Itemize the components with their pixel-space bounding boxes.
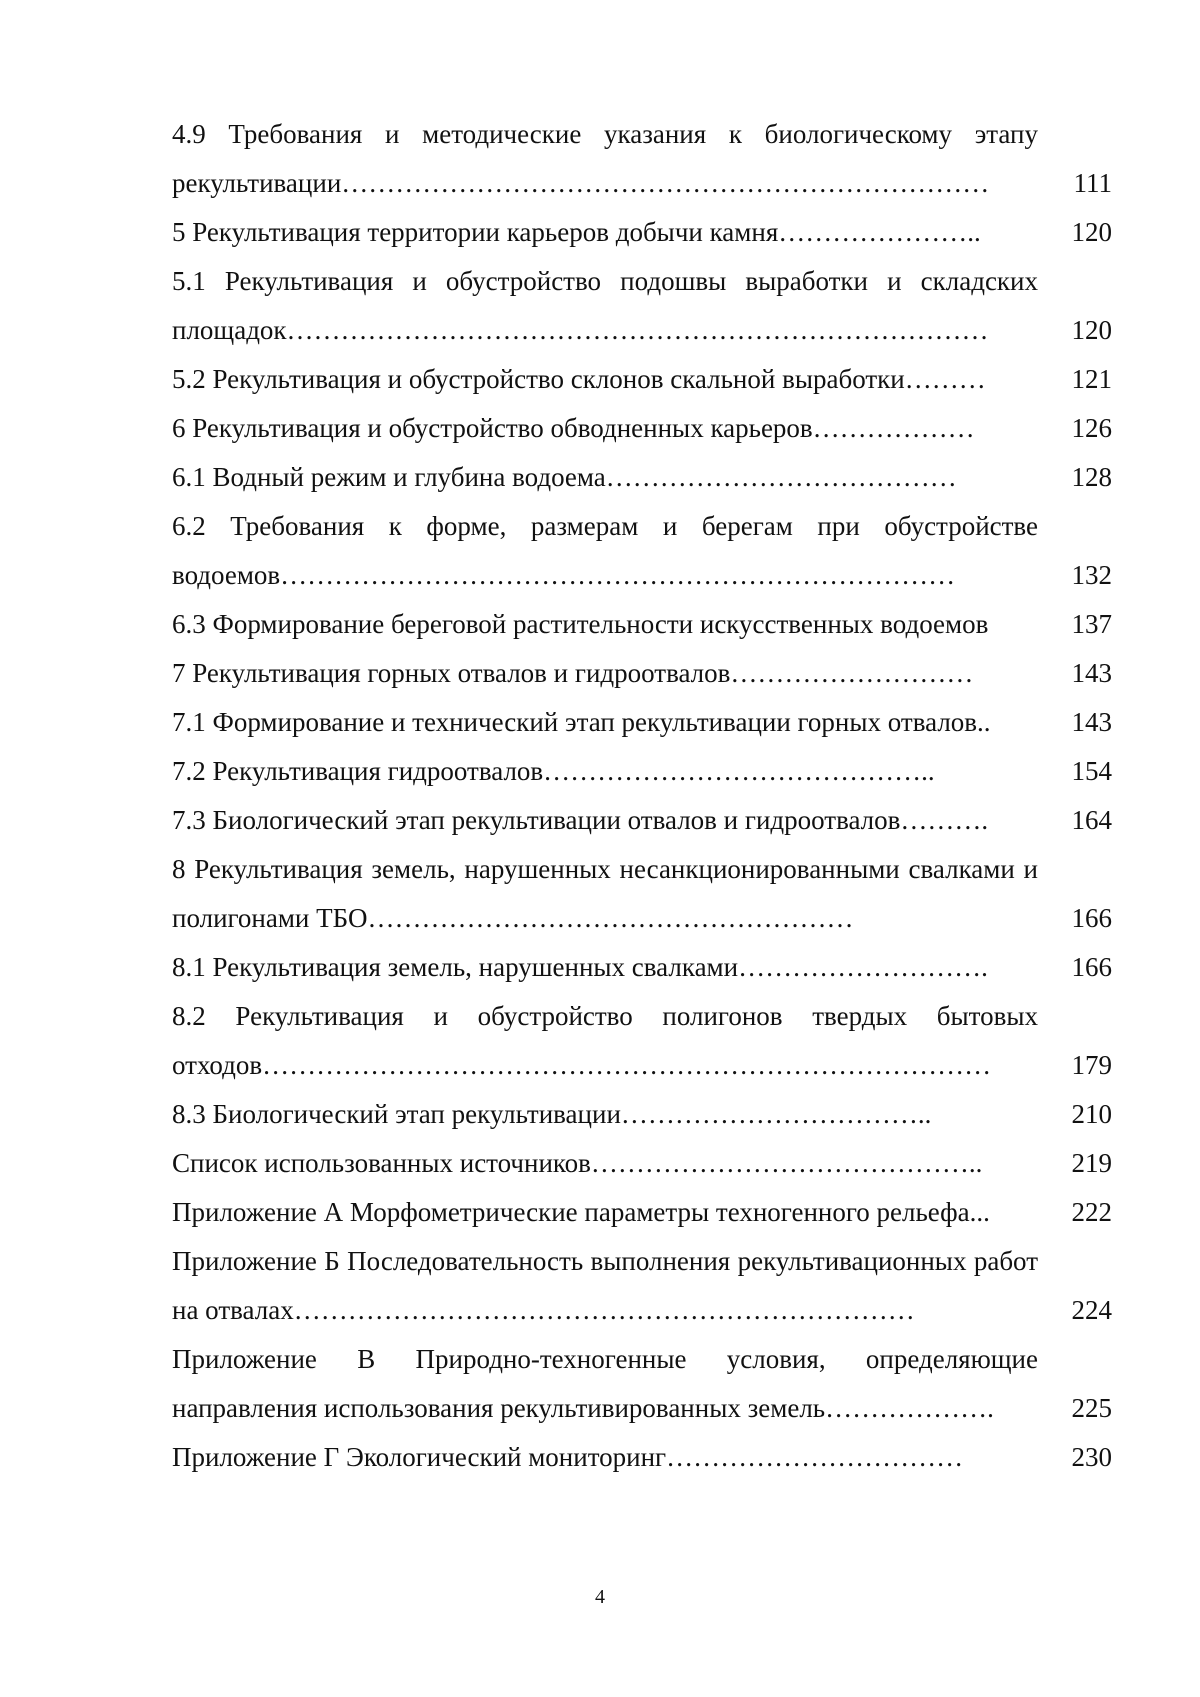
toc-entry-page: 126 bbox=[1071, 413, 1112, 443]
toc-entry-title: 7.2 Рекультивация гидроотвалов…………………………………….. bbox=[172, 756, 935, 786]
toc-entry-title: 4.9 Требования и методические указания к биологическому этапу рекультивации……………………………………………………………… bbox=[172, 119, 1038, 198]
toc-entry-7-3 bbox=[172, 796, 1112, 845]
page-number: 4 bbox=[595, 1586, 605, 1608]
toc-entry-title: 5 Рекультивация территории карьеров добычи камня………………….. bbox=[172, 217, 981, 247]
toc-entry-8 bbox=[172, 845, 1112, 943]
toc-entry-page: 224 bbox=[1071, 1295, 1112, 1325]
toc-entry-title: 8 Рекультивация земель, нарушенных несанкционированными свалками и полигонами ТБО……………………………………………… bbox=[172, 854, 1038, 933]
toc-entry-page: 121 bbox=[1071, 364, 1112, 394]
toc-entry-8-3 bbox=[172, 1090, 1112, 1139]
toc-entry-page: 166 bbox=[1071, 903, 1112, 933]
toc-entry-page: 128 bbox=[1071, 462, 1112, 492]
toc-entry-title: 7.3 Биологический этап рекультивации отвалов и гидроотвалов………. bbox=[172, 805, 989, 835]
toc-entry-page: 143 bbox=[1071, 707, 1112, 737]
toc-entry-title: 5.1 Рекультивация и обустройство подошвы выработки и складских площадок…………………………………………………………………… bbox=[172, 266, 1038, 345]
toc-entry-6-1 bbox=[172, 453, 1112, 502]
toc-entry-8-1 bbox=[172, 943, 1112, 992]
toc-entry-title: 6.1 Водный режим и глубина водоема………………………………… bbox=[172, 462, 957, 492]
toc-entry-title: Приложение Б Последовательность выполнения рекультивационных работ на отвалах…………………………………………………………… bbox=[172, 1246, 1038, 1325]
toc-entry-title: 8.1 Рекультивация земель, нарушенных свалками………………………. bbox=[172, 952, 988, 982]
toc-entry-title: Список использованных источников…………………………………….. bbox=[172, 1148, 983, 1178]
toc-entry-page: 222 bbox=[1071, 1197, 1112, 1227]
toc-entry-title: Приложение Г Экологический мониторинг…………………………… bbox=[172, 1442, 964, 1472]
toc-entry-title: 6.2 Требования к форме, размерам и берегам при обустройстве водоемов………………………………………………………………… bbox=[172, 511, 1038, 590]
toc-entry-5-2 bbox=[172, 355, 1112, 404]
toc-entry-references bbox=[172, 1139, 1112, 1188]
toc-entry-title: 8.3 Биологический этап рекультивации…………………………….. bbox=[172, 1099, 932, 1129]
toc-entry-page: 137 bbox=[1071, 609, 1112, 639]
toc-entry-title: 7 Рекультивация горных отвалов и гидроотвалов……………………… bbox=[172, 658, 974, 688]
toc-entry-page: 120 bbox=[1071, 315, 1112, 345]
toc-entry-6-3 bbox=[172, 600, 1112, 649]
table-of-contents bbox=[172, 110, 1112, 1482]
toc-entry-title: 5.2 Рекультивация и обустройство склонов скальной выработки……… bbox=[172, 364, 986, 394]
toc-entry-page: 154 bbox=[1071, 756, 1112, 786]
toc-entry-page: 219 bbox=[1071, 1148, 1112, 1178]
toc-entry-title: 6 Рекультивация и обустройство обводненных карьеров……………… bbox=[172, 413, 975, 443]
toc-entry-7 bbox=[172, 649, 1112, 698]
toc-entry-5-1 bbox=[172, 257, 1112, 355]
toc-entry-appendix-v bbox=[172, 1335, 1112, 1433]
toc-entry-page: 132 bbox=[1071, 560, 1112, 590]
toc-entry-title: Приложение В Природно-техногенные условия, определяющие направления использования рекультивированных земель………………. bbox=[172, 1344, 1038, 1423]
toc-entry-page: 164 bbox=[1071, 805, 1112, 835]
toc-entry-appendix-b bbox=[172, 1237, 1112, 1335]
toc-entry-page: 166 bbox=[1071, 952, 1112, 982]
toc-entry-8-2 bbox=[172, 992, 1112, 1090]
toc-entry-page: 225 bbox=[1071, 1393, 1112, 1423]
toc-entry-6 bbox=[172, 404, 1112, 453]
toc-entry-page: 111 bbox=[1073, 168, 1112, 198]
toc-entry-6-2 bbox=[172, 502, 1112, 600]
toc-entry-page: 143 bbox=[1071, 658, 1112, 688]
toc-entry-page: 230 bbox=[1071, 1442, 1112, 1472]
toc-entry-page: 179 bbox=[1071, 1050, 1112, 1080]
toc-entry-5 bbox=[172, 208, 1112, 257]
toc-entry-title: 6.3 Формирование береговой растительности искусственных водоемов bbox=[172, 609, 989, 639]
toc-entry-page: 210 bbox=[1071, 1099, 1112, 1129]
toc-entry-title: Приложение А Морфометрические параметры техногенного рельефа... bbox=[172, 1197, 990, 1227]
toc-entry-appendix-g bbox=[172, 1433, 1112, 1482]
toc-entry-appendix-a bbox=[172, 1188, 1112, 1237]
toc-entry-7-2 bbox=[172, 747, 1112, 796]
toc-entry-page: 120 bbox=[1071, 217, 1112, 247]
toc-entry-4-9 bbox=[172, 110, 1112, 208]
toc-entry-title: 8.2 Рекультивация и обустройство полигонов твердых бытовых отходов……………………………………………………………………… bbox=[172, 1001, 1038, 1080]
toc-entry-title: 7.1 Формирование и технический этап рекультивации горных отвалов.. bbox=[172, 707, 991, 737]
toc-entry-7-1 bbox=[172, 698, 1112, 747]
